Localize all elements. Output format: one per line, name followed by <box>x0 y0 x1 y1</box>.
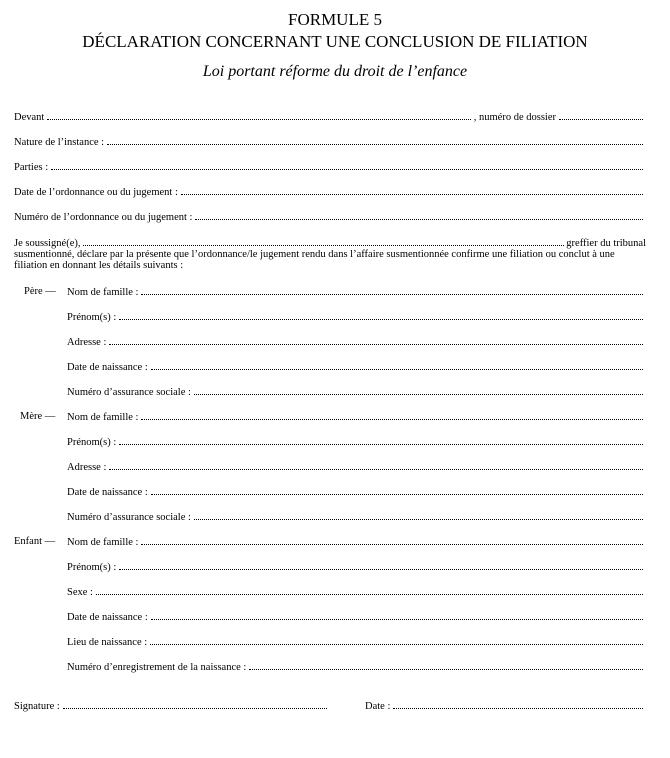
statute-title: Loi portant réforme du droit de l’enfance <box>202 63 468 80</box>
court-field[interactable] <box>47 110 470 120</box>
greffier-label: greffier du tribunal <box>566 238 646 249</box>
enfant-lieu-field[interactable] <box>150 635 643 645</box>
nature-label: Nature de l’instance : <box>14 137 105 148</box>
pere-prenom-label: Prénom(s) : <box>67 312 117 323</box>
pere-naissance-label: Date de naissance : <box>67 362 148 373</box>
pere-nas-row <box>67 385 646 399</box>
pere-nom-label: Nom de famille : <box>67 287 139 298</box>
pere-naissance-row <box>67 360 646 374</box>
pere-nas-label: Numéro d’assurance sociale : <box>67 387 191 398</box>
mere-prenom-row <box>67 435 646 449</box>
devant-label: Devant <box>14 112 45 123</box>
mere-adresse-field[interactable] <box>109 460 643 470</box>
pere-heading: Père — <box>24 286 56 297</box>
nature-field[interactable] <box>107 135 643 145</box>
enfant-naissance-field[interactable] <box>151 610 643 620</box>
enfant-enregistrement-row <box>67 660 646 674</box>
enfant-enregistrement-field[interactable] <box>249 660 643 670</box>
enfant-sexe-row <box>67 585 646 599</box>
pere-nom-row <box>67 285 646 299</box>
mere-prenom-field[interactable] <box>119 435 643 445</box>
signature-row <box>14 699 330 713</box>
mere-prenom-label: Prénom(s) : <box>67 437 117 448</box>
mere-adresse-row <box>67 460 646 474</box>
date-row <box>365 699 646 713</box>
form-number: FORMULE 5 <box>288 10 382 29</box>
enfant-nom-field[interactable] <box>141 535 643 545</box>
mere-nom-field[interactable] <box>141 410 643 420</box>
numero-ordonnance-field[interactable] <box>195 210 643 220</box>
mere-nom-label: Nom de famille : <box>67 412 139 423</box>
signature-field[interactable] <box>63 699 327 709</box>
date-ordonnance-row <box>14 185 646 199</box>
mere-nas-row <box>67 510 646 524</box>
form-title: DÉCLARATION CONCERNANT UNE CONCLUSION DE FILIATION <box>82 32 588 51</box>
enfant-nom-label: Nom de famille : <box>67 537 139 548</box>
parties-field[interactable] <box>51 160 643 170</box>
dossier-field[interactable] <box>559 110 643 120</box>
numero-ordonnance-label: Numéro de l’ordonnance ou du jugement : <box>14 212 193 223</box>
mere-nas-field[interactable] <box>194 510 643 520</box>
enfant-prenom-field[interactable] <box>119 560 643 570</box>
enfant-sexe-label: Sexe : <box>67 587 93 598</box>
pere-naissance-field[interactable] <box>151 360 643 370</box>
pere-prenom-field[interactable] <box>119 310 643 320</box>
soussigne-field[interactable] <box>83 236 565 246</box>
enfant-lieu-row <box>67 635 646 649</box>
mere-naissance-row <box>67 485 646 499</box>
enfant-naissance-label: Date de naissance : <box>67 612 148 623</box>
enfant-prenom-row <box>67 560 646 574</box>
date-ordonnance-field[interactable] <box>181 185 643 195</box>
court-row <box>14 110 646 124</box>
mere-adresse-label: Adresse : <box>67 462 107 473</box>
mere-naissance-field[interactable] <box>151 485 643 495</box>
dossier-label: , numéro de dossier <box>473 112 556 123</box>
mere-nas-label: Numéro d’assurance sociale : <box>67 512 191 523</box>
enfant-nom-row <box>67 535 646 549</box>
enfant-enregistrement-label: Numéro d’enregistrement de la naissance : <box>67 662 247 673</box>
mere-heading: Mère — <box>20 411 56 422</box>
numero-ordonnance-row <box>14 210 646 224</box>
enfant-lieu-label: Lieu de naissance : <box>67 637 148 648</box>
enfant-heading: Enfant — <box>14 536 56 547</box>
date-ordonnance-label: Date de l’ordonnance ou du jugement : <box>14 187 178 198</box>
mere-nom-row <box>67 410 646 424</box>
date-label: Date : <box>365 701 391 712</box>
pere-nas-field[interactable] <box>194 385 643 395</box>
pere-adresse-field[interactable] <box>109 335 643 345</box>
mere-naissance-label: Date de naissance : <box>67 487 148 498</box>
enfant-sexe-field[interactable] <box>96 585 643 595</box>
parties-label: Parties : <box>14 162 49 173</box>
nature-row <box>14 135 646 149</box>
declaration-paragraph <box>14 236 646 271</box>
date-field[interactable] <box>393 699 643 709</box>
pere-adresse-label: Adresse : <box>67 337 107 348</box>
pere-nom-field[interactable] <box>141 285 643 295</box>
soussigne-label: Je soussigné(e), <box>14 238 81 249</box>
signature-label: Signature : <box>14 701 60 712</box>
pere-adresse-row <box>67 335 646 349</box>
enfant-naissance-row <box>67 610 646 624</box>
enfant-prenom-label: Prénom(s) : <box>67 562 117 573</box>
parties-row <box>14 160 646 174</box>
pere-prenom-row <box>67 310 646 324</box>
declaration-body: susmentionné, déclare par la présente que l’ordonnance/le jugement rendu dans l’affaire susmentionnée confirme une filiation ou conclut à une filiation en donnant les détails suivants : <box>14 249 615 271</box>
